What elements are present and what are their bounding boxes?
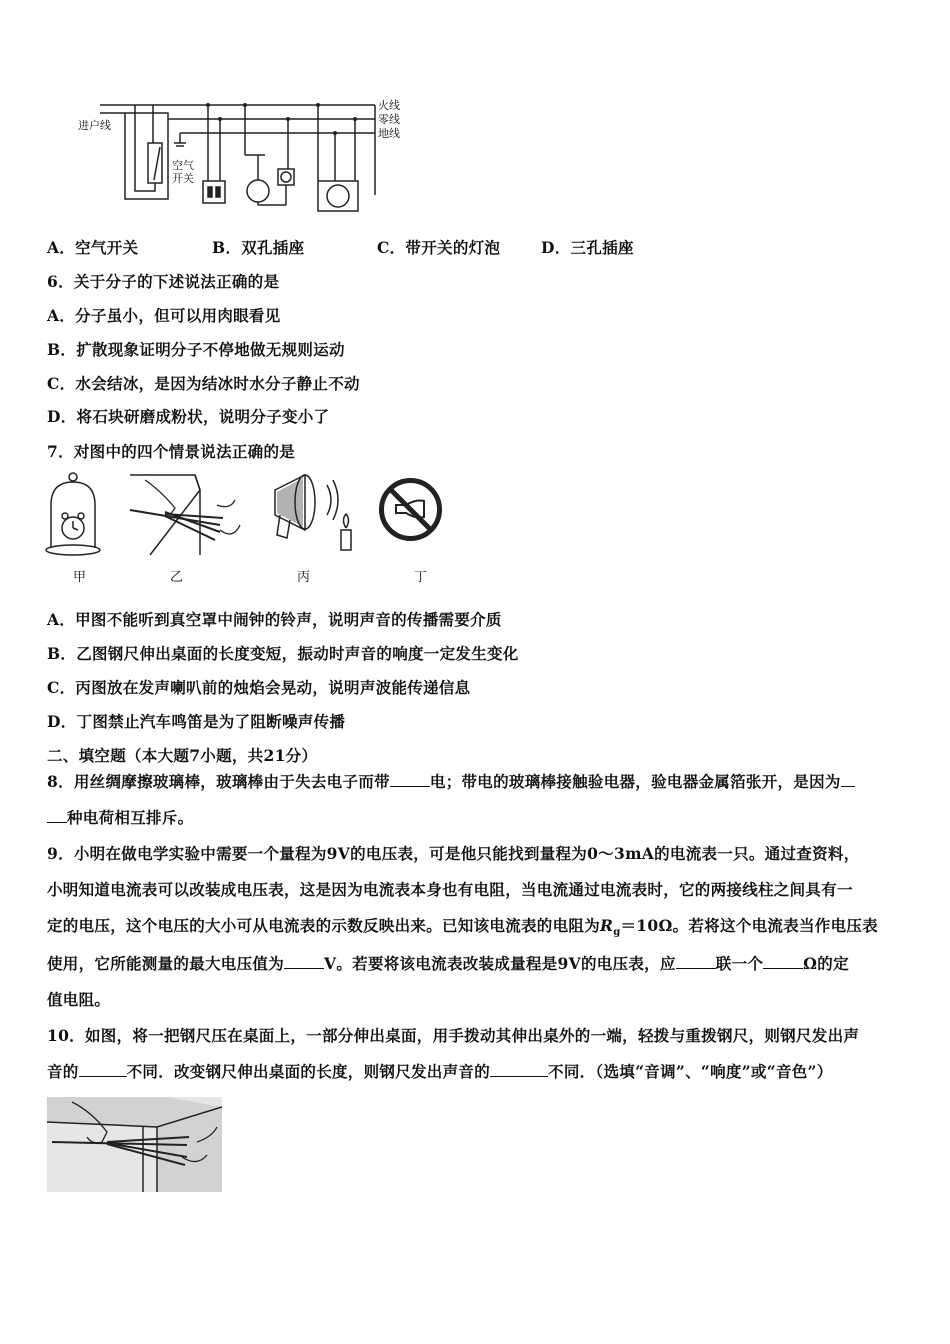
q7-option-d: D．丁图禁止汽车鸣笛是为了阻断噪声传播 [47, 712, 346, 731]
q9-text-d: V。若要将该电流表改装成量程是9V的电压表，应 [324, 954, 676, 973]
q10-text-c: 不同．（选填“音调”、“响度”或“音色”） [548, 1062, 833, 1081]
q10-line1: 10．如图，将一把钢尺压在桌面上，一部分伸出桌面，用手拨动其伸出桌外的一端，轻拨与重拨钢尺，则钢尺发出声 [47, 1026, 860, 1045]
q5-option-c: C．带开关的灯泡 [377, 238, 501, 257]
label-live: 火线 [378, 99, 400, 112]
q10-text-a: 音的 [47, 1062, 79, 1081]
q8-blank-2-start[interactable] [841, 772, 855, 787]
q6-option-a: A．分子虽小，但可以用肉眼看见 [47, 306, 281, 325]
q6-option-d: D．将石块研磨成粉状，说明分子变小了 [47, 407, 330, 426]
q7-option-a: A．甲图不能听到真空罩中闹钟的铃声，说明声音的传播需要介质 [47, 610, 502, 629]
caption-ding: 丁 [414, 570, 428, 585]
q9-blank-1[interactable] [284, 954, 324, 969]
q9-resistance-subscript: g [613, 927, 621, 939]
q10-blank-1[interactable] [79, 1062, 127, 1077]
q9-line2: 小明知道电流表可以改装成电压表，这是因为电流表本身也有电阻，当电流通过电流表时，它的两接线柱之间具有一 [47, 880, 853, 899]
caption-bing: 丙 [297, 570, 311, 585]
q8-text-a: 8．用丝绸摩擦玻璃棒，玻璃棒由于失去电子而带 [47, 772, 390, 791]
q9-text-f: Ω的定 [803, 954, 849, 973]
q9-blank-3[interactable] [763, 954, 803, 969]
q7-stem: 7．对图中的四个情景说法正确的是 [47, 442, 296, 461]
ruler-desk-image [47, 1097, 222, 1192]
q5-option-d: D．三孔插座 [541, 238, 634, 257]
q10-blank-2[interactable] [490, 1062, 548, 1077]
q5-option-b: B．双孔插座 [212, 238, 305, 257]
q8-line1 [47, 770, 855, 792]
label-air-switch-1: 空气 [172, 159, 194, 172]
q9-line5: 值电阻。 [47, 990, 111, 1009]
q9-line3 [47, 914, 878, 938]
ruler-desk-image-small [125, 470, 245, 560]
q5-option-a: A．空气开关 [47, 238, 139, 257]
q6-option-b: B．扩散现象证明分子不停地做无规则运动 [47, 340, 345, 359]
q9-text-a: 定的电压，这个电压的大小可从电流表的示数反映出来。已知该电流表的电阻为 [47, 916, 601, 935]
q9-text-b: ＝10Ω。若将这个电流表当作电压表 [620, 916, 878, 935]
q7-option-b: B．乙图钢尺伸出桌面的长度变短，振动时声音的响度一定发生变化 [47, 644, 519, 663]
section-heading: 二、填空题（本大题7小题，共21分） [47, 746, 318, 765]
speaker-candle-image [265, 470, 360, 560]
q6-option-c: C．水会结冰，是因为结冰时水分子静止不动 [47, 374, 360, 393]
circuit-diagram [70, 95, 410, 215]
q9-line4 [47, 952, 849, 974]
caption-jia: 甲 [73, 570, 87, 585]
bell-jar-image [43, 470, 103, 560]
q8-text-c: 种电荷相互排斥。 [67, 808, 194, 827]
caption-yi: 乙 [170, 570, 184, 585]
q8-line2 [47, 806, 193, 828]
label-neutral: 零线 [378, 113, 400, 126]
q9-resistance-symbol: R [600, 916, 614, 935]
q10-text-b: 不同．改变钢尺伸出桌面的长度，则钢尺发出声音的 [126, 1062, 491, 1081]
q10-line2 [47, 1060, 833, 1082]
q7-option-c: C．丙图放在发声喇叭前的烛焰会晃动，说明声波能传递信息 [47, 678, 471, 697]
q8-blank-1[interactable] [390, 772, 430, 787]
q9-text-c: 使用，它所能测量的最大电压值为 [47, 954, 285, 973]
label-air-switch-2: 开关 [172, 172, 194, 185]
q9-line1: 9．小明在做电学实验中需要一个量程为9V的电压表，可是他只能找到量程为0～3mA的电流表一只。通过查资料， [47, 844, 860, 863]
q9-text-e: 联一个 [715, 954, 764, 973]
no-honking-sign-image [378, 477, 443, 542]
q8-blank-2-end[interactable] [47, 808, 67, 823]
q8-text-b: 电；带电的玻璃棒接触验电器，验电器金属箔张开，是因为 [429, 772, 841, 791]
q9-blank-2[interactable] [676, 954, 716, 969]
label-ground: 地线 [378, 127, 400, 140]
label-inlet: 进户线 [78, 119, 111, 132]
q6-stem: 6．关于分子的下述说法正确的是 [47, 272, 280, 291]
